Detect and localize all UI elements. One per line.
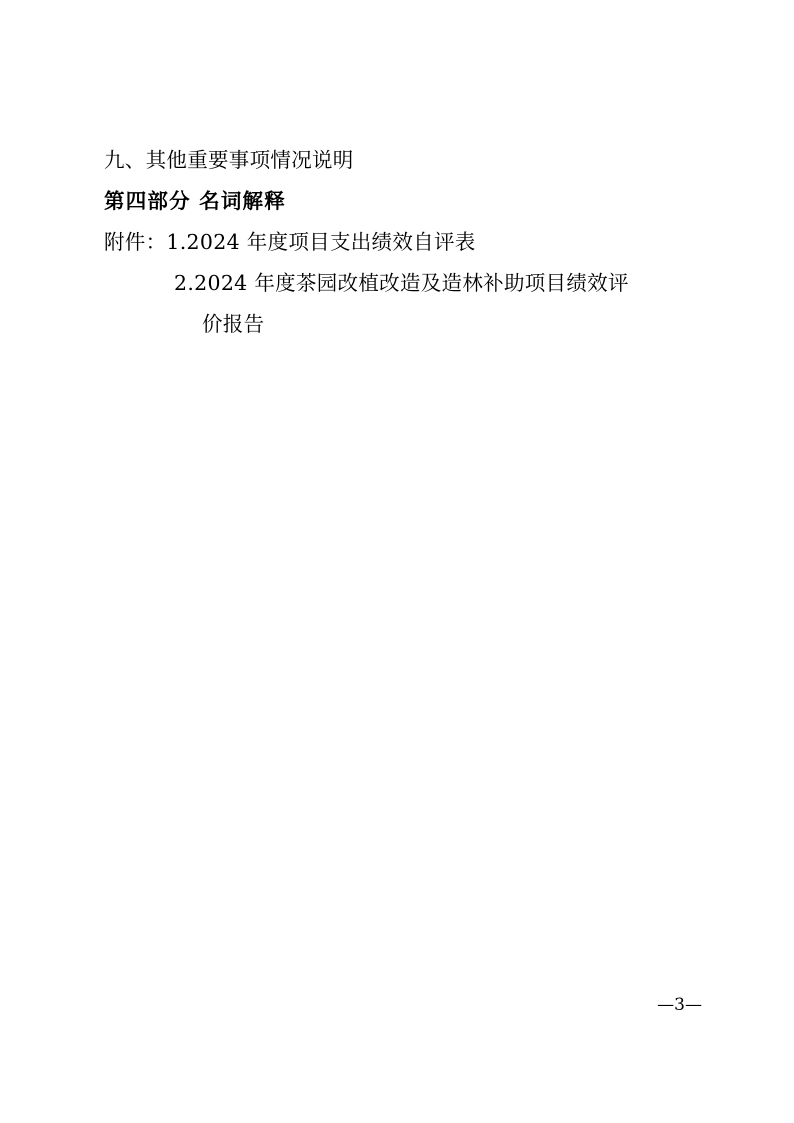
attachment-item-2: 2.2024 年度茶园改植改造及造林补助项目绩效评 <box>174 271 629 295</box>
attachment-item-2-continuation: 价报告 <box>202 312 265 336</box>
attachment-item-1: 附件：1.2024 年度项目支出绩效自评表 <box>104 230 476 254</box>
part-four-heading: 第四部分 名词解释 <box>104 189 286 213</box>
page-number: —3— <box>657 995 702 1015</box>
section-heading-nine: 九、其他重要事项情况说明 <box>104 148 354 172</box>
document-body <box>104 140 704 345</box>
